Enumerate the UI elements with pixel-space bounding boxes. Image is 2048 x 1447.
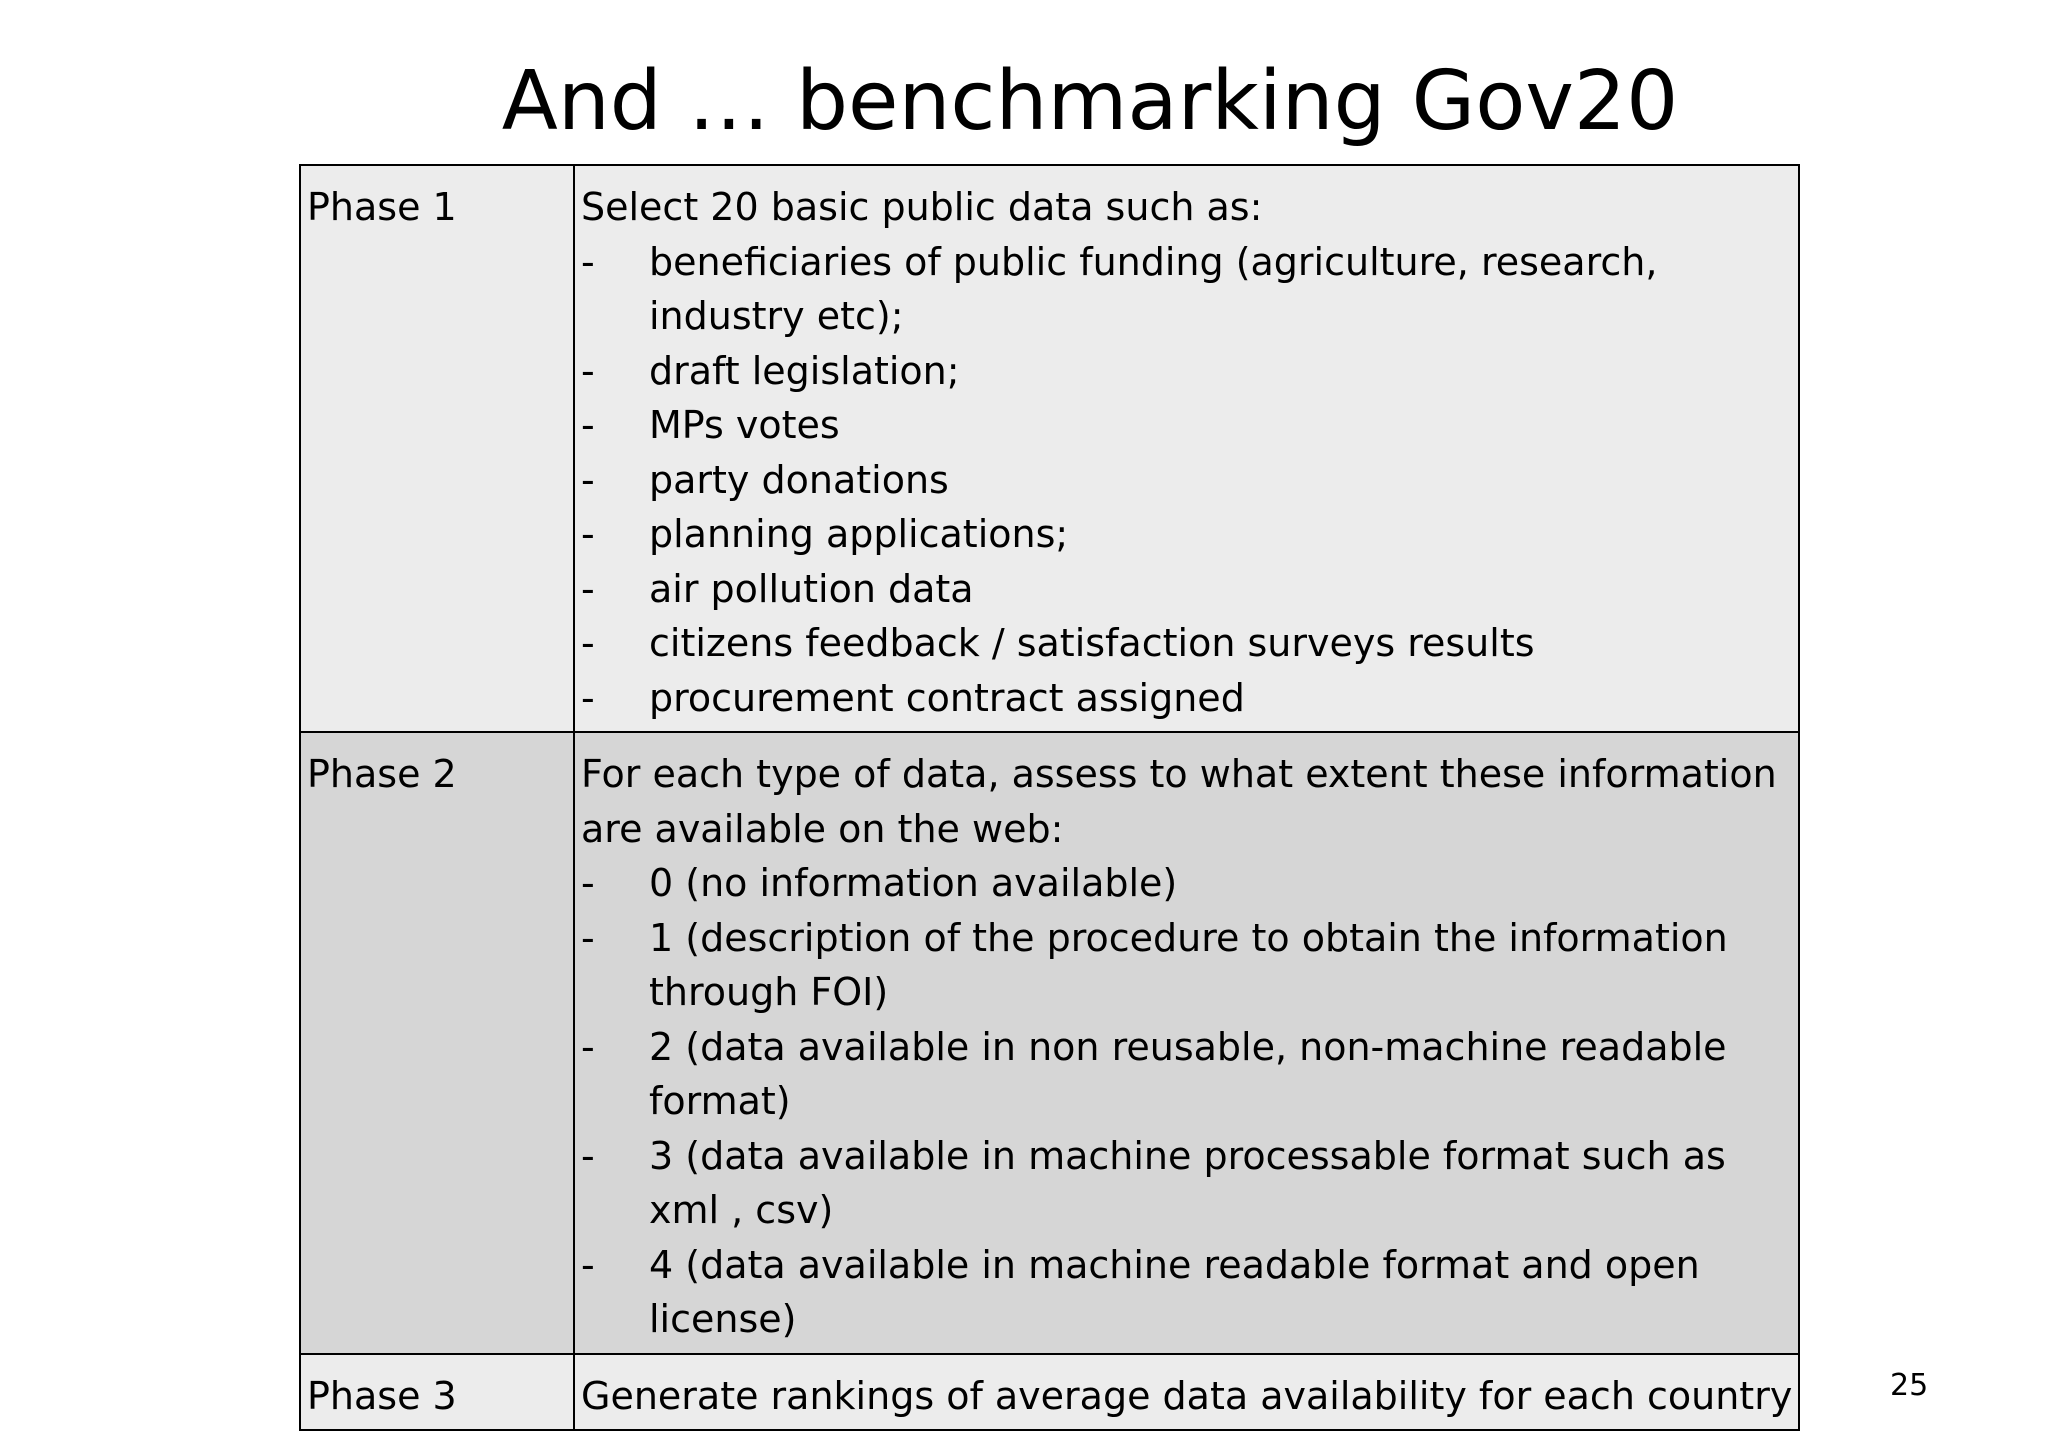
phase-description-cell — [574, 1354, 1799, 1431]
phase-table — [299, 164, 1800, 1431]
phase-label-cell: Phase 1 — [300, 165, 574, 732]
list-item — [581, 507, 1792, 562]
list-item-text: 4 (data available in machine readable format and open license) — [649, 1242, 1700, 1341]
dash-bullet-icon: - — [581, 348, 595, 393]
list-item — [581, 1020, 1792, 1129]
phase-description-cell — [574, 732, 1799, 1354]
dash-bullet-icon: - — [581, 457, 595, 502]
dash-bullet-icon: - — [581, 621, 595, 665]
dash-bullet-icon: - — [581, 1133, 595, 1178]
list-item-text: planning applications; — [649, 512, 1069, 556]
list-item — [581, 671, 1792, 726]
phase-description-heading: Select 20 basic public data such as: — [581, 185, 1263, 229]
list-item — [581, 616, 1792, 671]
list-item-text: 2 (data available in non reusable, non-machine readable format) — [649, 1024, 1727, 1123]
list-item-text: air pollution data — [649, 566, 974, 611]
list-item — [581, 398, 1792, 453]
phase-description-heading: Generate rankings of average data availability for each country — [581, 1373, 1793, 1418]
phase-item-list — [581, 235, 1792, 726]
table-row-phase-2 — [300, 732, 1799, 1354]
list-item — [581, 235, 1792, 344]
dash-bullet-icon: - — [581, 239, 595, 284]
list-item — [581, 453, 1792, 508]
list-item-text: beneficiaries of public funding (agriculture, research, industry etc); — [649, 239, 1658, 338]
slide-title: And … benchmarking Gov20 — [501, 54, 1679, 149]
dash-bullet-icon: - — [581, 861, 595, 905]
dash-bullet-icon: - — [581, 915, 595, 960]
list-item-text: 1 (description of the procedure to obtain the information through FOI) — [649, 915, 1728, 1014]
phase-description-cell — [574, 165, 1799, 732]
phase-label-cell: Phase 3 — [300, 1354, 574, 1431]
list-item — [581, 1238, 1792, 1347]
list-item — [581, 344, 1792, 399]
list-item — [581, 911, 1792, 1020]
list-item-text: draft legislation; — [649, 348, 960, 393]
list-item — [581, 562, 1792, 617]
list-item-text: citizens feedback / satisfaction surveys results — [649, 621, 1535, 665]
list-item-text: procurement contract assigned — [649, 675, 1245, 720]
dash-bullet-icon: - — [581, 1242, 595, 1287]
table-row-phase-1 — [300, 165, 1799, 732]
phase-label-cell: Phase 2 — [300, 732, 574, 1354]
list-item — [581, 856, 1792, 911]
list-item-text: 3 (data available in machine processable format such as xml , csv) — [649, 1133, 1726, 1232]
dash-bullet-icon: - — [581, 566, 595, 611]
dash-bullet-icon: - — [581, 512, 595, 556]
dash-bullet-icon: - — [581, 675, 595, 720]
phase-description-heading: For each type of data, assess to what extent these information are available on the web: — [581, 752, 1777, 851]
dash-bullet-icon: - — [581, 403, 595, 447]
list-item-text: 0 (no information available) — [649, 861, 1178, 905]
table-row-phase-3 — [300, 1354, 1799, 1431]
page-number: 25 — [1890, 1368, 1929, 1403]
phase-item-list — [581, 856, 1792, 1347]
list-item-text: party donations — [649, 457, 949, 502]
list-item-text: MPs votes — [649, 403, 840, 447]
dash-bullet-icon: - — [581, 1024, 595, 1069]
list-item — [581, 1129, 1792, 1238]
